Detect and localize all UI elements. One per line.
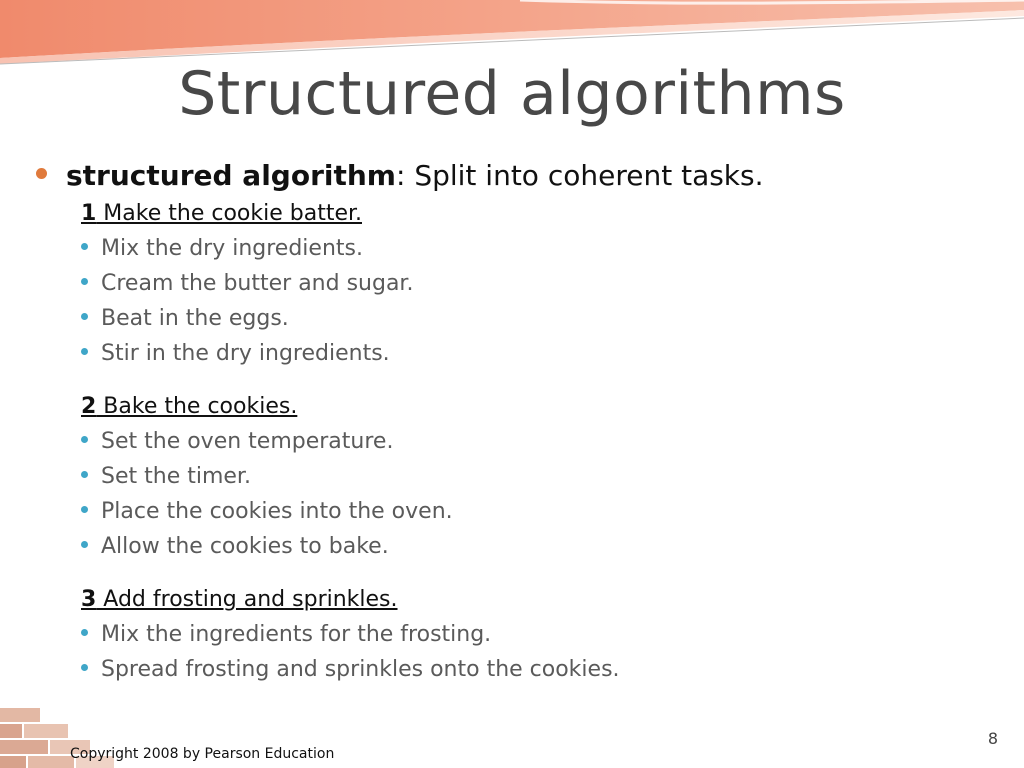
bullet-dot-icon bbox=[81, 313, 88, 320]
list-item-text: Set the timer. bbox=[101, 464, 251, 489]
list-item bbox=[81, 231, 996, 266]
list-item bbox=[81, 529, 996, 564]
list-item bbox=[81, 424, 996, 459]
section-heading bbox=[81, 583, 996, 617]
list-item bbox=[81, 266, 996, 301]
section-number: 1 bbox=[81, 201, 97, 226]
slide-content bbox=[36, 155, 996, 721]
section-number: 3 bbox=[81, 587, 97, 612]
bullet-dot-icon bbox=[81, 243, 88, 250]
main-bullet-term: structured algorithm bbox=[66, 159, 396, 192]
main-bullet-rest: : Split into coherent tasks. bbox=[395, 159, 764, 192]
section-number: 2 bbox=[81, 394, 97, 419]
section-heading bbox=[81, 390, 996, 424]
list-item bbox=[81, 459, 996, 494]
section-3 bbox=[81, 583, 996, 721]
section-heading-text: Add frosting and sprinkles. bbox=[96, 587, 398, 612]
list-item-text: Beat in the eggs. bbox=[101, 306, 289, 331]
section-heading-text: Make the cookie batter. bbox=[96, 201, 362, 226]
copyright-text: Copyright 2008 by Pearson Education bbox=[70, 746, 335, 762]
list-item-text: Stir in the dry ingredients. bbox=[101, 341, 390, 366]
list-item-text: Cream the butter and sugar. bbox=[101, 271, 414, 296]
list-item bbox=[81, 617, 996, 652]
bullet-dot-icon bbox=[36, 168, 47, 179]
section-2 bbox=[81, 390, 996, 564]
list-item bbox=[81, 652, 996, 687]
list-item bbox=[81, 336, 996, 371]
list-item-text: Mix the dry ingredients. bbox=[101, 236, 363, 261]
bullet-dot-icon bbox=[81, 436, 88, 443]
section-heading-text: Bake the cookies. bbox=[96, 394, 298, 419]
list-item-text: Spread frosting and sprinkles onto the cookies. bbox=[101, 657, 620, 682]
main-bullet bbox=[36, 155, 996, 197]
bullet-dot-icon bbox=[81, 664, 88, 671]
section-heading bbox=[81, 197, 996, 231]
list-item bbox=[81, 494, 996, 529]
section-1 bbox=[81, 197, 996, 371]
bullet-dot-icon bbox=[81, 506, 88, 513]
bullet-dot-icon bbox=[81, 541, 88, 548]
list-item-text: Set the oven temperature. bbox=[101, 429, 394, 454]
ellipsis-text bbox=[81, 687, 996, 721]
bullet-dot-icon bbox=[81, 471, 88, 478]
slide-title: Structured algorithms bbox=[178, 59, 846, 129]
bullet-dot-icon bbox=[81, 348, 88, 355]
list-item-text: Mix the ingredients for the frosting. bbox=[101, 622, 492, 647]
list-item bbox=[81, 301, 996, 336]
bullet-dot-icon bbox=[81, 629, 88, 636]
page-number: 8 bbox=[987, 729, 998, 748]
bullet-dot-icon bbox=[81, 278, 88, 285]
main-bullet-text bbox=[66, 155, 764, 197]
list-item-text: Place the cookies into the oven. bbox=[101, 499, 453, 524]
list-item-text: Allow the cookies to bake. bbox=[101, 534, 389, 559]
